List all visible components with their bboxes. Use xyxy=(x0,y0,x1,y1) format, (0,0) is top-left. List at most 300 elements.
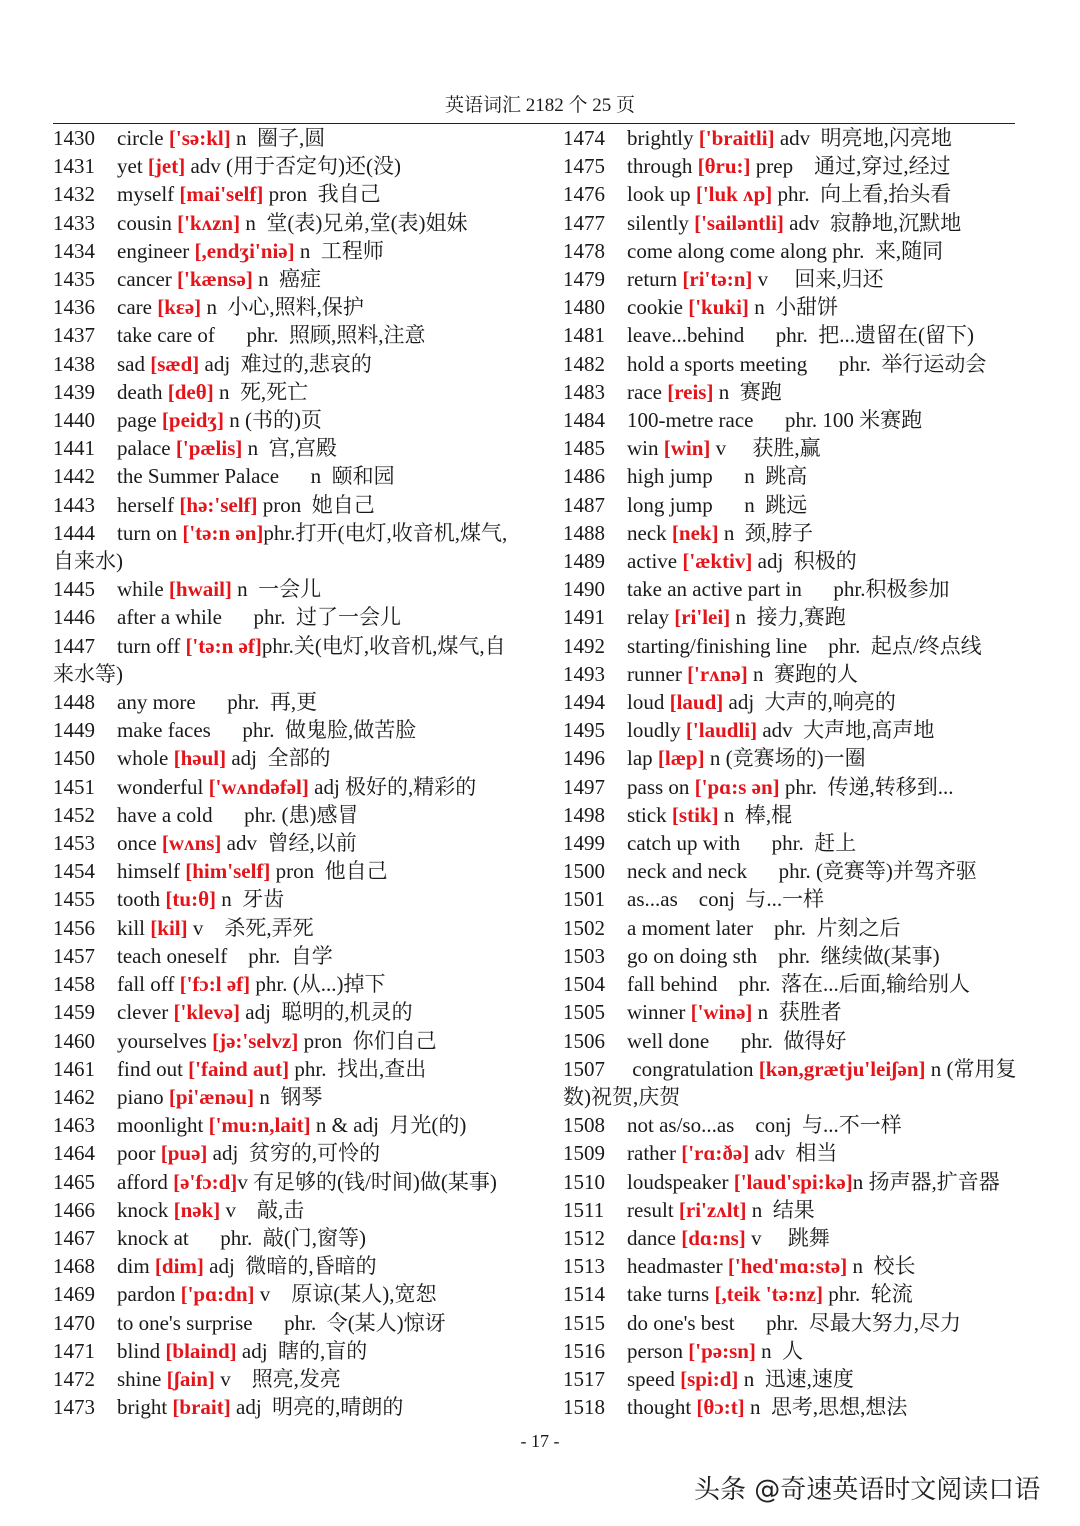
vocab-entry xyxy=(563,547,1021,575)
vocab-entry xyxy=(53,462,511,490)
entry-definition: phr. 向上看,抬头看 xyxy=(772,182,952,207)
entry-number: 1459 xyxy=(53,1000,95,1025)
entry-phonetic: [stik] xyxy=(671,802,719,827)
entry-number: 1436 xyxy=(53,295,95,320)
entry-number: 1476 xyxy=(563,182,605,207)
entry-definition: adj 微暗的,昏暗的 xyxy=(203,1254,377,1279)
entry-word: himself xyxy=(117,859,180,884)
entry-definition: n 牙齿 xyxy=(216,887,285,912)
vocab-entry xyxy=(53,350,511,378)
entry-word: hold a sports meeting xyxy=(627,351,808,376)
entry-phonetic: ['rʌnə] xyxy=(687,661,748,686)
entry-definition: n 跳远 xyxy=(712,492,808,517)
entry-phonetic: [laud] xyxy=(669,690,724,715)
entry-phonetic: [puə] xyxy=(160,1141,208,1166)
entry-phonetic: [brait] xyxy=(172,1395,231,1420)
entry-number: 1468 xyxy=(53,1254,95,1279)
vocab-entry xyxy=(53,265,511,293)
entry-phonetic: [kən,grætju'leiʃən] xyxy=(758,1056,926,1081)
entry-number: 1490 xyxy=(563,577,605,602)
entry-word: any more xyxy=(117,690,196,715)
vocab-entry xyxy=(53,885,511,913)
entry-phonetic: [ri'zʌlt] xyxy=(678,1197,747,1222)
entry-word: runner xyxy=(627,661,682,686)
vocab-entry xyxy=(563,660,1021,688)
vocab-entry xyxy=(563,1252,1021,1280)
entry-number: 1445 xyxy=(53,577,95,602)
entry-definition: phr. 传递,转移到... xyxy=(779,774,954,799)
entry-number: 1474 xyxy=(563,126,605,150)
entry-word: not as/so...as xyxy=(627,1113,735,1138)
entry-definition: adj 难过的,悲哀的 xyxy=(199,351,372,376)
entry-word: moonlight xyxy=(117,1113,204,1138)
entry-word: neck xyxy=(627,520,667,545)
entry-phonetic: ['winə] xyxy=(690,1000,753,1025)
vocab-entry xyxy=(563,1196,1021,1224)
entry-word: fall off xyxy=(117,972,175,997)
entry-phonetic: [,teik 'tə:nz] xyxy=(714,1282,823,1307)
entry-phonetic: ['tə:n ən] xyxy=(182,520,264,545)
entry-word: knock xyxy=(117,1197,169,1222)
entry-phonetic: ['pɑ:dn] xyxy=(180,1282,255,1307)
vocab-entry xyxy=(563,124,1021,152)
entry-definition: pron 你们自己 xyxy=(298,1028,437,1053)
entry-word: whole xyxy=(117,746,169,771)
entry-number: 1447 xyxy=(53,633,95,658)
entry-word: loudly xyxy=(627,718,681,743)
entry-word: myself xyxy=(117,182,175,207)
entry-phonetic: [jə:'selvz] xyxy=(212,1028,299,1053)
entry-number: 1430 xyxy=(53,126,95,150)
entry-word: neck and neck xyxy=(627,859,748,884)
entry-word: page xyxy=(117,408,157,433)
entry-definition: phr. 把...遗留在(留下) xyxy=(744,323,975,348)
entry-word: race xyxy=(627,379,662,404)
entry-definition: adj 明亮的,晴朗的 xyxy=(230,1395,404,1420)
entry-phonetic: [ri'tə:n] xyxy=(682,267,753,292)
entry-definition: adj 聪明的,机灵的 xyxy=(240,1000,413,1025)
vocab-entry xyxy=(53,1309,511,1337)
entry-definition: v 原谅(某人),宽恕 xyxy=(254,1282,437,1307)
vocab-entry xyxy=(53,209,511,237)
entry-phonetic: [mai'self] xyxy=(179,182,264,207)
entry-definition: n (常用复数)祝贺,庆贺 xyxy=(563,1056,1017,1109)
entry-definition: n 接力,赛跑 xyxy=(730,605,846,630)
entry-word: silently xyxy=(627,210,689,235)
entry-definition: phr. (从...)掉下 xyxy=(250,972,386,997)
vocab-entry xyxy=(53,237,511,265)
entry-definition: adj 极好的,精彩的 xyxy=(308,774,477,799)
vocab-entry xyxy=(563,744,1021,772)
vocab-entry xyxy=(563,716,1021,744)
vocab-entry xyxy=(563,998,1021,1026)
entry-number: 1494 xyxy=(563,690,605,715)
entry-number: 1455 xyxy=(53,887,95,912)
entry-definition: n 死,死亡 xyxy=(213,379,309,404)
entry-definition: n 钢琴 xyxy=(254,1084,323,1109)
entry-definition: adv 大声地,高声地 xyxy=(757,718,935,743)
entry-number: 1450 xyxy=(53,746,95,771)
entry-word: turn off xyxy=(117,633,181,658)
entry-word: go on doing sth xyxy=(627,943,758,968)
vocab-entry xyxy=(563,603,1021,631)
entry-phonetic: [ə'fɔ:d] xyxy=(173,1169,238,1194)
entry-phonetic: ['mu:n,lait] xyxy=(208,1113,311,1138)
vocab-entry xyxy=(563,885,1021,913)
entry-word: lap xyxy=(627,746,653,771)
entry-word: return xyxy=(627,267,678,292)
entry-word: to one's surprise xyxy=(117,1310,253,1335)
vocab-entry xyxy=(563,632,1021,660)
entry-word: a moment later xyxy=(627,915,753,940)
entry-definition: adv (用于否定句)还(没) xyxy=(185,154,401,179)
entry-phonetic: [tu:θ] xyxy=(165,887,217,912)
entry-number: 1448 xyxy=(53,690,95,715)
entry-phonetic: [win] xyxy=(663,436,711,461)
vocab-entry xyxy=(53,632,511,688)
entry-word: brightly xyxy=(627,126,694,150)
vocab-entry xyxy=(53,744,511,772)
entry-word: congratulation xyxy=(627,1056,754,1081)
entry-definition: adj 贫穷的,可怜的 xyxy=(207,1141,381,1166)
entry-definition: n 扬声器,扩音器 xyxy=(852,1169,1000,1194)
entry-number: 1518 xyxy=(563,1395,605,1420)
vocab-entry xyxy=(563,321,1021,349)
entry-definition: phr. 轮流 xyxy=(822,1282,913,1307)
entry-definition: adj 积极的 xyxy=(752,549,857,574)
entry-number: 1503 xyxy=(563,943,605,968)
entry-word: winner xyxy=(627,1000,686,1025)
vocab-entry xyxy=(53,773,511,801)
entry-definition: phr.关(电灯,收音机,煤气,自来水等) xyxy=(53,633,506,686)
vocab-entry xyxy=(53,1252,511,1280)
entry-word: the Summer Palace xyxy=(117,464,280,489)
entry-number: 1511 xyxy=(563,1197,605,1222)
entry-phonetic: [hə:'self] xyxy=(179,492,258,517)
entry-word: well done xyxy=(627,1028,710,1053)
entry-phonetic: [læp] xyxy=(657,746,705,771)
entry-number: 1479 xyxy=(563,267,605,292)
entry-number: 1484 xyxy=(563,408,605,433)
entry-definition: phr. 过了一会儿 xyxy=(221,605,402,630)
vocab-entry xyxy=(53,406,511,434)
entry-phonetic: [blaind] xyxy=(165,1338,237,1363)
entry-definition: phr. (患)感冒 xyxy=(212,802,359,827)
entry-number: 1481 xyxy=(563,323,605,348)
entry-phonetic: ['kuki] xyxy=(688,295,749,320)
entry-word: as...as xyxy=(627,887,678,912)
entry-number: 1477 xyxy=(563,210,605,235)
entry-number: 1446 xyxy=(53,605,95,630)
entry-number: 1460 xyxy=(53,1028,95,1053)
entry-word: teach oneself xyxy=(117,943,228,968)
entry-word: high jump xyxy=(627,464,713,489)
entry-number: 1478 xyxy=(563,238,605,263)
entry-word: look up xyxy=(627,182,691,207)
entry-number: 1471 xyxy=(53,1338,95,1363)
entry-phonetic: ['æktiv] xyxy=(682,549,753,574)
entry-number: 1441 xyxy=(53,436,95,461)
entry-word: yourselves xyxy=(117,1028,207,1053)
entry-number: 1451 xyxy=(53,774,95,799)
entry-word: take care of xyxy=(117,323,215,348)
entry-definition: n 跳高 xyxy=(712,464,808,489)
entry-definition: phr. (竞赛等)并驾齐驱 xyxy=(747,859,977,884)
entry-word: knock at xyxy=(117,1225,189,1250)
entry-number: 1509 xyxy=(563,1141,605,1166)
entry-phonetic: [reis] xyxy=(667,379,714,404)
entry-word: through xyxy=(627,154,693,179)
entry-number: 1496 xyxy=(563,746,605,771)
vocab-entry xyxy=(563,350,1021,378)
entry-number: 1444 xyxy=(53,520,95,545)
entry-word: afford xyxy=(117,1169,168,1194)
entry-definition: n 获胜者 xyxy=(752,1000,842,1025)
entry-word: result xyxy=(627,1197,674,1222)
entry-number: 1487 xyxy=(563,492,605,517)
entry-definition: phr.打开(电灯,收音机,煤气,自来水) xyxy=(53,520,508,574)
entry-word: stick xyxy=(627,802,667,827)
entry-number: 1431 xyxy=(53,154,95,179)
entry-phonetic: [spi:d] xyxy=(680,1366,739,1391)
entry-definition: v 回来,归还 xyxy=(752,267,884,292)
vocab-entry xyxy=(53,1139,511,1167)
entry-word: thought xyxy=(627,1395,692,1420)
entry-word: after a while xyxy=(117,605,222,630)
entry-word: 100-metre race xyxy=(627,408,754,433)
vocab-entry xyxy=(53,857,511,885)
entry-definition: phr. 做得好 xyxy=(709,1028,847,1053)
entry-word: headmaster xyxy=(627,1254,723,1279)
entry-word: care xyxy=(117,295,152,320)
page-header: 英语词汇 2182 个 25 页 xyxy=(444,95,635,116)
entry-phonetic: ['laudli] xyxy=(685,718,758,743)
entry-number: 1449 xyxy=(53,718,95,743)
vocab-entry xyxy=(53,180,511,208)
entry-number: 1470 xyxy=(53,1310,95,1335)
vocab-entry xyxy=(53,152,511,180)
entry-phonetic: [dɑ:ns] xyxy=(681,1225,746,1250)
entry-definition: n 校长 xyxy=(847,1254,916,1279)
entry-number: 1457 xyxy=(53,943,95,968)
entry-word: find out xyxy=(117,1056,183,1081)
entry-word: catch up with xyxy=(627,831,741,856)
vocab-entry xyxy=(53,1280,511,1308)
vocab-entry xyxy=(563,378,1021,406)
entry-number: 1516 xyxy=(563,1338,605,1363)
entry-phonetic: [jet] xyxy=(147,154,186,179)
entry-definition: v 跳舞 xyxy=(745,1225,830,1250)
entry-definition: pron 他自己 xyxy=(270,859,388,884)
entry-number: 1514 xyxy=(563,1282,605,1307)
entry-phonetic: ['sə:kl] xyxy=(168,126,231,150)
entry-definition: phr. 片刻之后 xyxy=(752,915,901,940)
vocab-entry xyxy=(53,970,511,998)
vocab-entry xyxy=(53,1083,511,1111)
entry-word: cookie xyxy=(627,295,683,320)
entry-definition: phr. 令(某人)惊讶 xyxy=(252,1310,446,1335)
vocab-entry xyxy=(563,942,1021,970)
entry-number: 1432 xyxy=(53,182,95,207)
entry-phonetic: [kɛə] xyxy=(157,295,202,320)
entry-word: piano xyxy=(117,1084,164,1109)
entry-definition: n 堂(表)兄弟,堂(表)姐妹 xyxy=(240,210,468,235)
vocab-entry xyxy=(563,434,1021,462)
vocab-entry xyxy=(53,1365,511,1393)
entry-word: starting/finishing line xyxy=(627,633,808,658)
entry-phonetic: [θru:] xyxy=(697,154,751,179)
entry-definition: n & adj 月光(的) xyxy=(310,1113,467,1138)
vocab-entry xyxy=(53,1027,511,1055)
vocab-entry xyxy=(53,914,511,942)
entry-number: 1475 xyxy=(563,154,605,179)
vocab-entry xyxy=(563,1139,1021,1167)
entry-phonetic: ['braitli] xyxy=(698,126,775,150)
entry-number: 1507 xyxy=(563,1056,605,1081)
entry-word: dance xyxy=(627,1225,676,1250)
entry-word: while xyxy=(117,577,164,602)
vocab-entry xyxy=(53,1055,511,1083)
entry-word: do one's best xyxy=(627,1310,735,1335)
entry-number: 1466 xyxy=(53,1197,95,1222)
vocab-entry xyxy=(563,519,1021,547)
entry-phonetic: [kil] xyxy=(150,915,188,940)
entry-word: have a cold xyxy=(117,802,213,827)
entry-number: 1472 xyxy=(53,1366,95,1391)
entry-number: 1488 xyxy=(563,520,605,545)
vocab-entry xyxy=(53,519,511,575)
entry-word: active xyxy=(627,549,678,574)
entry-number: 1442 xyxy=(53,464,95,489)
entry-definition: phr. 举行运动会 xyxy=(807,351,987,376)
vocab-entry xyxy=(563,237,1021,265)
entry-definition: n 圈子,圆 xyxy=(230,126,326,150)
vocab-entry xyxy=(53,321,511,349)
entry-phonetic: ['sailəntli] xyxy=(694,210,784,235)
entry-definition: n 工程师 xyxy=(294,238,384,263)
entry-number: 1480 xyxy=(563,295,605,320)
entry-word: turn on xyxy=(117,520,178,545)
entry-definition: conj 与...一样 xyxy=(677,887,825,912)
entry-definition: phr. 赶上 xyxy=(740,831,857,856)
entry-number: 1440 xyxy=(53,408,95,433)
vocab-entry xyxy=(53,293,511,321)
entry-number: 1501 xyxy=(563,887,605,912)
entry-number: 1497 xyxy=(563,774,605,799)
entry-number: 1486 xyxy=(563,464,605,489)
entry-word: palace xyxy=(117,436,171,461)
entry-number: 1443 xyxy=(53,492,95,517)
entry-definition: prep 通过,穿过,经过 xyxy=(750,154,951,179)
entry-number: 1469 xyxy=(53,1282,95,1307)
entry-definition: v 获胜,赢 xyxy=(710,436,821,461)
entry-word: circle xyxy=(117,126,164,150)
entry-word: win xyxy=(627,436,659,461)
vocab-column-left xyxy=(53,124,511,1421)
vocab-entry xyxy=(563,773,1021,801)
entry-word: shine xyxy=(117,1366,162,1391)
entry-number: 1438 xyxy=(53,351,95,376)
vocab-entry xyxy=(563,209,1021,237)
vocab-entry xyxy=(563,829,1021,857)
entry-word: wonderful xyxy=(117,774,204,799)
entry-phonetic: [nek] xyxy=(671,520,719,545)
entry-phonetic: ['faind aut] xyxy=(188,1056,290,1081)
entry-definition: n 赛跑 xyxy=(713,379,782,404)
vocab-entry xyxy=(53,942,511,970)
entry-phonetic: ['tə:n əf] xyxy=(185,633,262,658)
entry-number: 1485 xyxy=(563,436,605,461)
vocab-entry xyxy=(563,1393,1021,1421)
entry-definition: phr.积极参加 xyxy=(801,577,950,602)
entry-definition: adv 曾经,以前 xyxy=(221,831,357,856)
entry-number: 1453 xyxy=(53,831,95,856)
entry-word: tooth xyxy=(117,887,161,912)
entry-word: person xyxy=(627,1338,683,1363)
vocab-entry xyxy=(563,1309,1021,1337)
entry-number: 1465 xyxy=(53,1169,95,1194)
entry-definition: n (书的)页 xyxy=(224,408,323,433)
entry-phonetic: ['luk ʌp] xyxy=(695,182,773,207)
entry-word: rather xyxy=(627,1141,676,1166)
entry-number: 1467 xyxy=(53,1225,95,1250)
entry-number: 1437 xyxy=(53,323,95,348)
vocab-entry xyxy=(563,180,1021,208)
entry-word: blind xyxy=(117,1338,161,1363)
vocab-entry xyxy=(563,1337,1021,1365)
entry-phonetic: [,endʒi'niə] xyxy=(194,238,295,263)
vocab-entry xyxy=(563,914,1021,942)
entry-word: pass on xyxy=(627,774,690,799)
vocab-entry xyxy=(53,801,511,829)
entry-definition: phr. 照顾,照料,注意 xyxy=(214,323,426,348)
entry-number: 1454 xyxy=(53,859,95,884)
entry-number: 1502 xyxy=(563,915,605,940)
entry-phonetic: ['rɑ:ðə] xyxy=(681,1141,750,1166)
entry-number: 1458 xyxy=(53,972,95,997)
vocab-entry xyxy=(53,575,511,603)
vocab-entry xyxy=(563,1224,1021,1252)
vocab-entry xyxy=(563,406,1021,434)
entry-definition: adj 大声的,响亮的 xyxy=(723,690,896,715)
entry-word: take turns xyxy=(627,1282,710,1307)
entry-phonetic: ['kʌzn] xyxy=(177,210,241,235)
entry-definition: n 颐和园 xyxy=(279,464,395,489)
entry-word: long jump xyxy=(627,492,713,517)
entry-definition: adv 寂静地,沉默地 xyxy=(783,210,962,235)
entry-definition: n 小心,照料,保护 xyxy=(201,295,364,320)
vocab-entry xyxy=(53,688,511,716)
page-number: - 17 - xyxy=(520,1431,560,1451)
entry-word: once xyxy=(117,831,157,856)
vocab-entry xyxy=(53,1224,511,1252)
entry-phonetic: ['kænsə] xyxy=(177,267,253,292)
entry-definition: phr. 做鬼脸,做苦脸 xyxy=(210,718,417,743)
vocab-entry xyxy=(563,1027,1021,1055)
entry-definition: phr. 找出,查出 xyxy=(289,1056,427,1081)
entry-definition: phr. 继续做(某事) xyxy=(757,943,940,968)
vocab-entry xyxy=(53,124,511,152)
vocab-entry xyxy=(53,434,511,462)
entry-definition: n (竞赛场的)一圈 xyxy=(704,746,866,771)
entry-word: bright xyxy=(117,1395,168,1420)
entry-number: 1495 xyxy=(563,718,605,743)
entry-phonetic: [peidʒ] xyxy=(161,408,225,433)
vocab-entry xyxy=(563,293,1021,321)
entry-definition: pron 我自己 xyxy=(263,182,381,207)
vocab-entry xyxy=(53,1168,511,1196)
entry-definition: phr. 再,更 xyxy=(195,690,318,715)
